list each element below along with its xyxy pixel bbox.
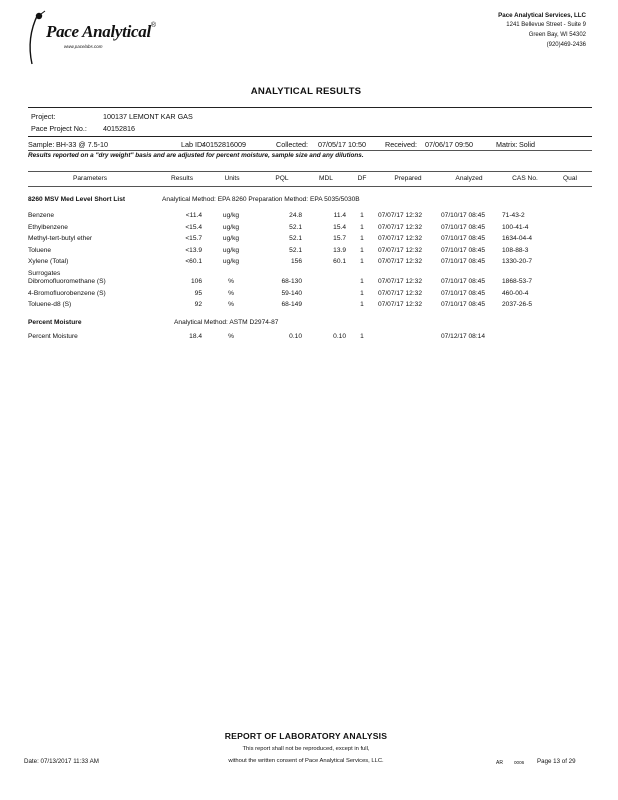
ar-label: AR <box>496 760 503 766</box>
page-title: ANALYTICAL RESULTS <box>250 86 362 97</box>
cell-parameter: Dibromofluoromethane (S) <box>28 278 106 285</box>
cell-parameter: Toluene-d8 (S) <box>28 301 72 309</box>
logo-name: Pace Analytical <box>46 22 151 41</box>
section-method: Analytical Method: EPA 8260 Preparation Method: EPA 5035/5030B <box>162 196 360 203</box>
cell-cas-no: 1634-04-4 <box>502 235 533 243</box>
project-label: Project: <box>31 112 56 121</box>
cell-prepared: 07/07/17 12:32 <box>378 301 422 309</box>
cell-prepared: 07/07/17 12:32 <box>378 246 422 254</box>
matrix-value: Solid <box>519 140 535 149</box>
cell-cas-no: 1868-53-7 <box>502 278 533 285</box>
cell-units: ug/kg <box>222 235 240 243</box>
sample-label: Sample: <box>28 140 55 149</box>
cell-result: <15.7 <box>185 235 202 243</box>
cell-df: 1 <box>360 258 364 266</box>
cell-prepared: 07/07/17 12:32 <box>378 289 422 297</box>
cell-analyzed: 07/10/17 08:45 <box>441 223 485 231</box>
cell-analyzed: 07/12/17 08:14 <box>441 333 485 340</box>
col-cas: CAS No. <box>512 175 538 182</box>
cell-mdl: 60.1 <box>333 258 346 266</box>
page-number: Page 13 of 29 <box>537 758 576 765</box>
cell-df: 1 <box>360 212 364 219</box>
cell-parameter: 4-Bromofluorobenzene (S) <box>28 289 106 297</box>
section-name: 8260 MSV Med Level Short List <box>28 196 126 203</box>
lab-id-label: Lab ID: <box>181 140 205 149</box>
col-prepared: Prepared <box>394 175 422 182</box>
cell-result: <15.4 <box>185 223 202 231</box>
company-address1: 1241 Bellevue Street - Suite 9 <box>506 22 586 28</box>
divider <box>28 136 592 137</box>
section-name: Percent Moisture <box>28 319 82 326</box>
cell-df: 1 <box>360 278 364 285</box>
col-pql: PQL <box>275 175 289 182</box>
company-name: Pace Analytical Services, LLC <box>498 12 586 19</box>
cell-analyzed: 07/10/17 08:45 <box>441 278 485 285</box>
sample-value: BH-33 @ 7.5-10 <box>56 140 109 149</box>
cell-result: <11.4 <box>185 212 202 219</box>
project-value: 100137 LEMONT KAR GAS <box>103 112 193 121</box>
col-qual: Qual <box>563 175 577 182</box>
cell-mdl: 0.10 <box>333 333 346 340</box>
cell-units: ug/kg <box>222 223 240 231</box>
cell-analyzed: 07/10/17 08:45 <box>441 212 485 219</box>
cell-mdl: 11.4 <box>333 212 346 219</box>
cell-pql: 24.8 <box>289 212 302 219</box>
col-df: DF <box>357 175 367 182</box>
col-results: Results <box>171 175 193 182</box>
cell-cas-no: 108-88-3 <box>502 246 529 254</box>
surrogates-label: Surrogates <box>28 270 61 277</box>
cell-df: 1 <box>360 246 364 254</box>
footer-title: REPORT OF LABORATORY ANALYSIS <box>224 731 388 741</box>
cell-parameter: Percent Moisture <box>28 333 78 340</box>
cell-result: 18.4 <box>189 333 202 340</box>
cell-analyzed: 07/10/17 08:45 <box>441 246 485 254</box>
footer-line1: This report shall not be reproduced, except in full, <box>242 746 370 752</box>
results-note: Results reported on a "dry weight" basis and are adjusted for percent moisture, sample size and any dilutions. <box>28 152 364 159</box>
cell-parameter: Methyl-tert-butyl ether <box>28 235 93 243</box>
cell-pql: 68-149 <box>281 301 302 309</box>
company-address2: Green Bay, WI 54302 <box>528 32 586 38</box>
cell-pql: 59-140 <box>281 289 302 297</box>
cell-pql: 52.1 <box>289 235 302 243</box>
section-method: Analytical Method: ASTM D2974-87 <box>174 319 279 326</box>
cell-units: ug/kg <box>222 246 240 254</box>
cell-cas-no: 2037-26-5 <box>502 301 533 309</box>
pace-project-value: 40152816 <box>103 124 135 133</box>
cell-pql: 156 <box>290 258 302 266</box>
col-mdl: MDL <box>319 175 333 182</box>
divider <box>28 186 592 187</box>
cell-units: ug/kg <box>222 258 240 266</box>
cell-result: 92 <box>194 301 202 309</box>
pace-project-label: Pace Project No.: <box>31 124 87 133</box>
cell-result: 106 <box>190 278 202 285</box>
cell-pql: 52.1 <box>289 246 302 254</box>
col-analyzed: Analyzed <box>455 175 483 182</box>
cell-prepared: 07/07/17 12:32 <box>378 278 422 285</box>
logo-tm: ® <box>150 22 157 29</box>
cell-df: 1 <box>360 301 364 309</box>
cell-prepared: 07/07/17 12:32 <box>378 223 422 231</box>
cell-units: % <box>228 301 234 309</box>
divider <box>28 107 592 108</box>
footer-line2: without the written consent of Pace Analytical Services, LLC. <box>228 758 384 764</box>
matrix-label: Matrix: <box>496 140 518 149</box>
collected-label: Collected: <box>276 140 308 149</box>
cell-result: <60.1 <box>185 258 202 266</box>
report-date: Date: 07/13/2017 11:33 AM <box>24 758 99 765</box>
cell-units: ug/kg <box>222 212 240 219</box>
divider <box>28 150 592 151</box>
cell-analyzed: 07/10/17 08:45 <box>441 235 485 243</box>
cell-df: 1 <box>360 235 364 243</box>
cell-df: 1 <box>360 223 364 231</box>
cell-df: 1 <box>360 333 364 340</box>
cell-mdl: 15.4 <box>333 223 346 231</box>
col-units: Units <box>224 175 240 182</box>
cell-parameter: Xylene (Total) <box>28 258 69 266</box>
cell-result: <13.9 <box>185 246 202 254</box>
cell-units: % <box>228 333 234 340</box>
cell-df: 1 <box>360 289 364 297</box>
cell-cas-no: 460-00-4 <box>502 289 529 297</box>
cell-cas-no: 100-41-4 <box>502 223 529 231</box>
cell-units: % <box>228 278 234 285</box>
cell-mdl: 13.9 <box>333 246 346 254</box>
doc-code: 0006 <box>514 760 525 765</box>
divider <box>28 171 592 172</box>
cell-prepared: 07/07/17 12:32 <box>378 258 422 266</box>
cell-pql: 0.10 <box>289 333 302 340</box>
cell-pql: 52.1 <box>289 223 302 231</box>
received-value: 07/06/17 09:50 <box>425 140 473 149</box>
cell-analyzed: 07/10/17 08:45 <box>441 289 485 297</box>
cell-cas-no: 71-43-2 <box>502 212 525 219</box>
cell-pql: 68-130 <box>281 278 302 285</box>
cell-analyzed: 07/10/17 08:45 <box>441 301 485 309</box>
cell-parameter: Ethylbenzene <box>28 223 68 231</box>
col-parameters: Parameters <box>72 175 108 182</box>
company-phone: (920)469-2436 <box>546 42 586 48</box>
cell-units: % <box>228 289 234 297</box>
lab-id-value: 40152816009 <box>202 140 246 149</box>
cell-result: 95 <box>194 289 202 297</box>
cell-parameter: Toluene <box>28 246 52 254</box>
received-label: Received: <box>385 140 417 149</box>
cell-cas-no: 1330-20-7 <box>502 258 533 266</box>
cell-prepared: 07/07/17 12:32 <box>378 212 422 219</box>
cell-prepared: 07/07/17 12:32 <box>378 235 422 243</box>
cell-mdl: 15.7 <box>333 235 346 243</box>
cell-analyzed: 07/10/17 08:45 <box>441 258 485 266</box>
cell-parameter: Benzene <box>28 212 55 219</box>
logo-url: www.pacelabs.com <box>64 44 103 49</box>
collected-value: 07/05/17 10:50 <box>318 140 366 149</box>
